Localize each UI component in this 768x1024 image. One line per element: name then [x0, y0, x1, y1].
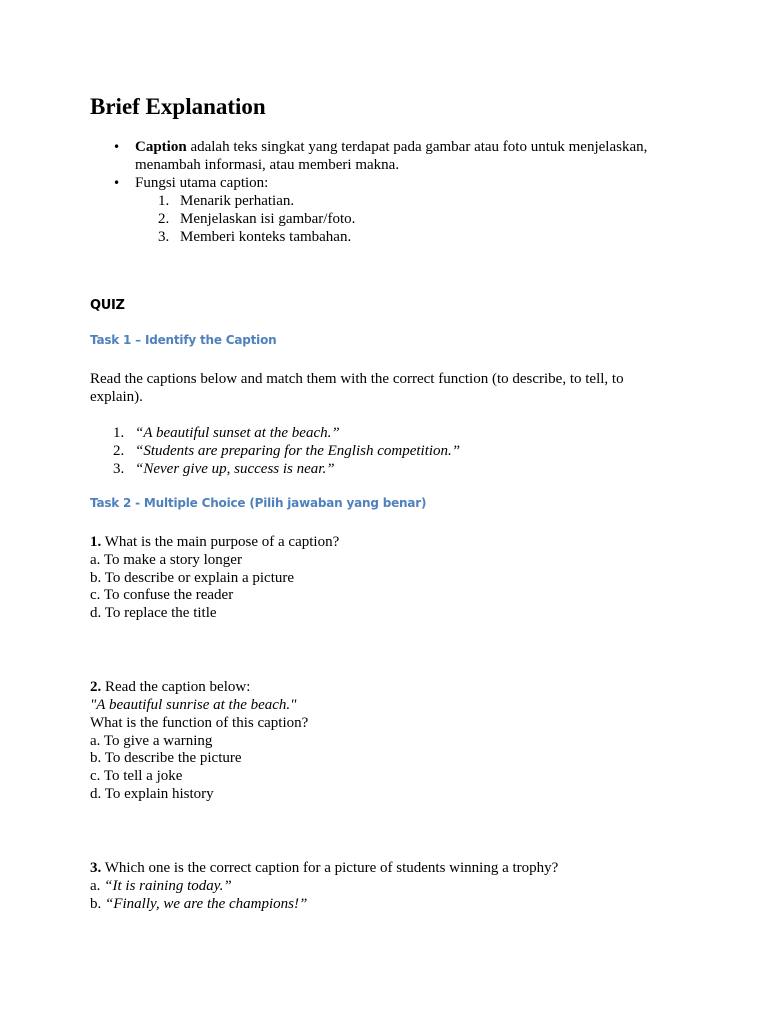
- caption-term: Caption: [135, 139, 187, 155]
- q1-option-c: c. To confuse the reader: [90, 587, 234, 603]
- function-item-number: 2.: [158, 211, 170, 227]
- bullet-icon: •: [113, 176, 121, 190]
- caption-functions-heading: Fungsi utama caption:: [135, 175, 269, 191]
- caption-item: “Students are preparing for the English competition.”: [135, 443, 461, 459]
- task1-instruction-line2: explain).: [90, 389, 143, 405]
- bullet-icon: •: [113, 140, 121, 154]
- caption-definition-line2: menambah informasi, atau memberi makna.: [135, 157, 400, 173]
- q2-option-b: b. To describe the picture: [90, 750, 242, 766]
- caption-item-number: 3.: [113, 461, 125, 477]
- caption-item-number: 1.: [113, 425, 125, 441]
- caption-item-number: 2.: [113, 443, 125, 459]
- q2-option-a: a. To give a warning: [90, 733, 213, 749]
- question-1: 1. What is the main purpose of a caption?: [90, 534, 340, 550]
- function-item: Menarik perhatian.: [180, 193, 295, 209]
- caption-item: “A beautiful sunset at the beach.”: [135, 425, 340, 441]
- caption-definition-line1: Caption adalah teks singkat yang terdapat pada gambar atau foto untuk menjelaskan,: [135, 139, 648, 155]
- q2-question: What is the function of this caption?: [90, 715, 309, 731]
- q3-option-b: b. “Finally, we are the champions!”: [90, 896, 308, 912]
- function-item: Memberi konteks tambahan.: [180, 229, 352, 245]
- question-2: 2. Read the caption below:: [90, 679, 251, 695]
- q1-option-a: a. To make a story longer: [90, 552, 242, 568]
- function-item-number: 3.: [158, 229, 170, 245]
- function-item: Menjelaskan isi gambar/foto.: [180, 211, 356, 227]
- q2-caption: "A beautiful sunrise at the beach.": [90, 697, 297, 713]
- quiz-heading: QUIZ: [90, 298, 125, 313]
- q1-option-d: d. To replace the title: [90, 605, 217, 621]
- task1-instruction-line1: Read the captions below and match them with the correct function (to describe, to tell, to: [90, 371, 624, 387]
- caption-item: “Never give up, success is near.”: [135, 461, 335, 477]
- task2-title: Task 2 - Multiple Choice (Pilih jawaban yang benar): [90, 496, 427, 510]
- question-3: 3. Which one is the correct caption for a picture of students winning a trophy?: [90, 860, 559, 876]
- q2-option-d: d. To explain history: [90, 786, 214, 802]
- task1-title: Task 1 – Identify the Caption: [90, 333, 277, 347]
- function-item-number: 1.: [158, 193, 170, 209]
- q2-option-c: c. To tell a joke: [90, 768, 183, 784]
- page-title: Brief Explanation: [90, 94, 266, 119]
- q3-option-a: a. “It is raining today.”: [90, 878, 232, 894]
- q1-option-b: b. To describe or explain a picture: [90, 570, 295, 586]
